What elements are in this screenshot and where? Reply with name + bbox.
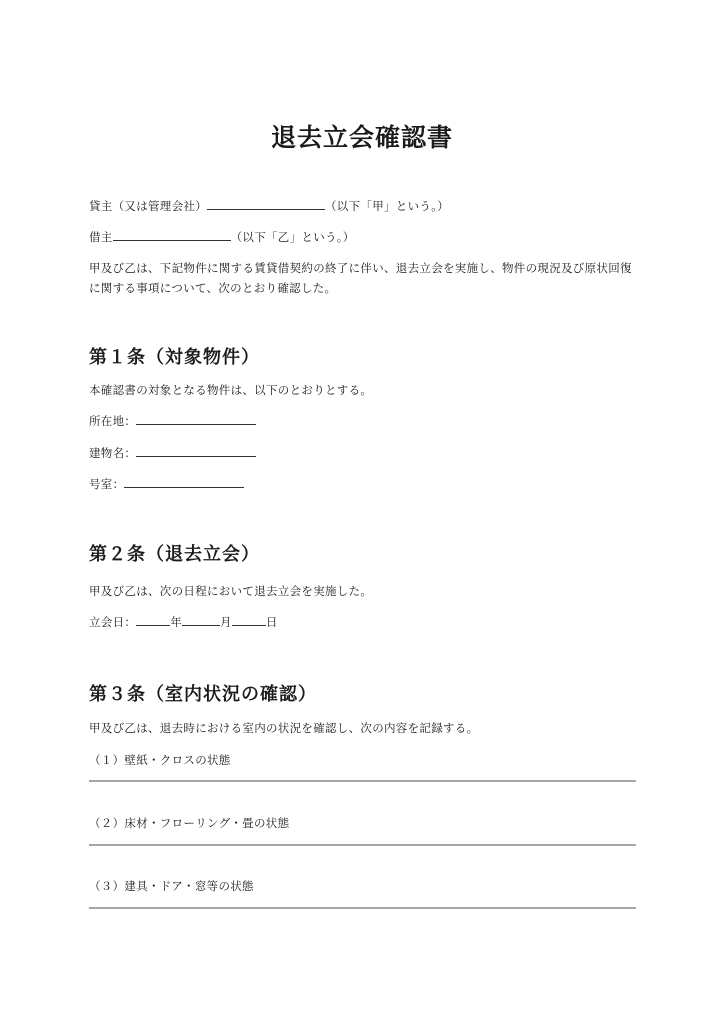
article3-heading: 第３条（室内状況の確認） [89, 684, 317, 705]
lessee-suffix: （以下「乙」という。） [230, 230, 355, 244]
address-line [89, 413, 256, 429]
day-field[interactable] [232, 615, 266, 626]
lessee-line [89, 229, 355, 245]
lessee-name-field[interactable] [113, 230, 231, 241]
day-label: 日 [265, 615, 278, 629]
lessor-label: 貸主（又は管理会社） [89, 199, 207, 213]
lessor-suffix: （以下「甲」という。） [325, 199, 450, 213]
article1-text: 本確認書の対象となる物件は、以下のとおりとする。 [89, 383, 373, 397]
building-line [89, 445, 256, 461]
address-field[interactable] [136, 414, 256, 425]
month-label: 月 [220, 615, 232, 629]
year-label: 年 [170, 615, 183, 629]
building-label: 建物名： [89, 446, 137, 460]
check-item-wallpaper: （１）壁紙・クロスの状態 [89, 753, 231, 767]
article3-text: 甲及び乙は、退去時における室内の状況を確認し、次の内容を記録する。 [89, 721, 479, 735]
address-label: 所在地： [89, 414, 137, 428]
intro-paragraph: 甲及び乙は、下記物件に関する賃貸借契約の終了に伴い、退去立会を実施し、物件の現況及び原状回復に関する事項について、次のとおり確認した。 [89, 261, 632, 295]
article2-text: 甲及び乙は、次の日程において退去立会を実施した。 [89, 584, 373, 598]
lessor-line [89, 198, 449, 214]
month-field[interactable] [182, 615, 220, 626]
building-field[interactable] [136, 446, 256, 457]
year-field[interactable] [136, 615, 170, 626]
document-title: 退去立会確認書 [270, 123, 453, 152]
date-label: 立会日： [89, 615, 137, 629]
floor-notes-line[interactable] [89, 844, 636, 846]
check-item-floor: （２）床材・フローリング・畳の状態 [89, 816, 290, 830]
lessee-label: 借主 [89, 230, 113, 244]
check-item-fittings: （３）建具・ドア・窓等の状態 [89, 879, 254, 893]
date-line [89, 614, 278, 630]
fittings-notes-line[interactable] [89, 907, 636, 909]
lessor-name-field[interactable] [207, 199, 325, 210]
wallpaper-notes-line[interactable] [89, 780, 636, 782]
article1-heading: 第１条（対象物件） [89, 347, 260, 368]
room-label: 号室： [89, 477, 125, 491]
article2-heading: 第２条（退去立会） [89, 544, 260, 565]
room-line [89, 476, 244, 492]
room-field[interactable] [124, 477, 244, 488]
